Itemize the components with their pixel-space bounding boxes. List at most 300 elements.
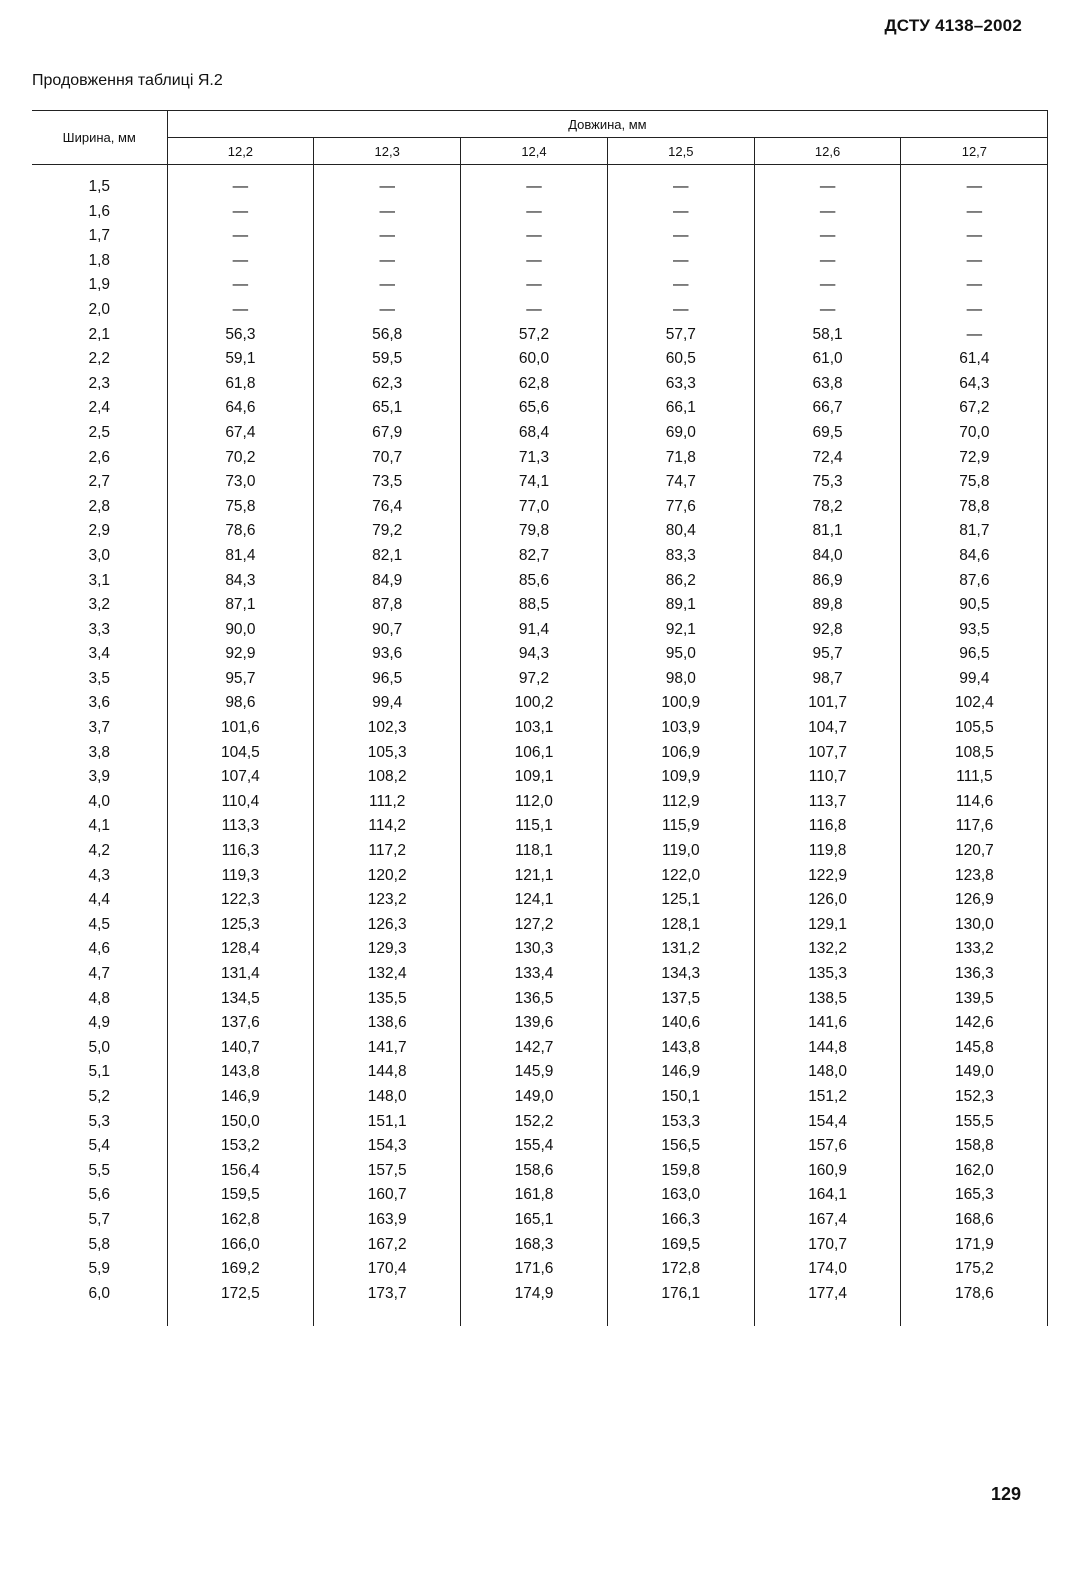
value-cell: 174,0	[754, 1257, 901, 1282]
value-cell: 142,7	[461, 1036, 608, 1061]
value-cell: 132,2	[754, 937, 901, 962]
value-cell: 77,0	[461, 495, 608, 520]
value-cell: 107,4	[167, 765, 314, 790]
empty-value-cell: —	[314, 249, 461, 274]
value-cell: 158,6	[461, 1159, 608, 1184]
table-body	[32, 165, 1048, 1327]
width-value-cell: 3,7	[32, 716, 167, 741]
value-cell: 178,6	[901, 1282, 1048, 1307]
width-value-cell: 5,9	[32, 1257, 167, 1282]
value-cell: 86,2	[607, 569, 754, 594]
value-cell: 89,8	[754, 593, 901, 618]
value-cell: 105,3	[314, 741, 461, 766]
value-cell: 151,1	[314, 1110, 461, 1135]
empty-value-cell: —	[901, 175, 1048, 200]
value-cell: 63,3	[607, 372, 754, 397]
value-cell: 59,1	[167, 347, 314, 372]
width-value-cell: 2,0	[32, 298, 167, 323]
table-row	[32, 298, 1048, 323]
value-cell: 70,0	[901, 421, 1048, 446]
value-cell: 111,2	[314, 790, 461, 815]
value-cell: 175,2	[901, 1257, 1048, 1282]
table-row	[32, 962, 1048, 987]
value-cell: 99,4	[314, 691, 461, 716]
value-cell: 72,9	[901, 446, 1048, 471]
value-cell: 109,9	[607, 765, 754, 790]
value-cell: 126,0	[754, 888, 901, 913]
value-cell: 128,1	[607, 913, 754, 938]
value-cell: 90,0	[167, 618, 314, 643]
value-cell: 91,4	[461, 618, 608, 643]
width-value-cell: 3,3	[32, 618, 167, 643]
value-cell: 70,7	[314, 446, 461, 471]
value-cell: 67,2	[901, 396, 1048, 421]
table-row	[32, 1183, 1048, 1208]
value-cell: 75,3	[754, 470, 901, 495]
length-column-header: 12,7	[901, 138, 1048, 165]
value-cell: 94,3	[461, 642, 608, 667]
value-cell: 92,8	[754, 618, 901, 643]
value-cell: 103,1	[461, 716, 608, 741]
value-cell: 66,7	[754, 396, 901, 421]
value-cell: 116,8	[754, 814, 901, 839]
value-cell: 112,0	[461, 790, 608, 815]
width-value-cell: 3,6	[32, 691, 167, 716]
table-row	[32, 1110, 1048, 1135]
value-cell: 149,0	[901, 1060, 1048, 1085]
value-cell: 97,2	[461, 667, 608, 692]
value-cell: 118,1	[461, 839, 608, 864]
empty-value-cell: —	[754, 298, 901, 323]
value-cell: 66,1	[607, 396, 754, 421]
value-cell: 110,7	[754, 765, 901, 790]
value-cell: 110,4	[167, 790, 314, 815]
value-cell: 81,1	[754, 519, 901, 544]
value-cell: 62,3	[314, 372, 461, 397]
value-cell: 98,6	[167, 691, 314, 716]
value-cell: 145,9	[461, 1060, 608, 1085]
value-cell: 120,2	[314, 864, 461, 889]
value-cell: 176,1	[607, 1282, 754, 1307]
value-cell: 162,0	[901, 1159, 1048, 1184]
value-cell: 56,3	[167, 323, 314, 348]
value-cell: 95,0	[607, 642, 754, 667]
value-cell: 73,0	[167, 470, 314, 495]
value-cell: 101,7	[754, 691, 901, 716]
table-row	[32, 1282, 1048, 1307]
width-value-cell: 1,5	[32, 175, 167, 200]
value-cell: 123,2	[314, 888, 461, 913]
value-cell: 167,4	[754, 1208, 901, 1233]
dimensions-table	[32, 110, 1048, 1326]
table-row	[32, 1134, 1048, 1159]
width-value-cell: 3,1	[32, 569, 167, 594]
table-continuation-caption: Продовження таблиці Я.2	[32, 72, 223, 89]
value-cell: 67,9	[314, 421, 461, 446]
width-value-cell: 4,5	[32, 913, 167, 938]
empty-value-cell: —	[901, 200, 1048, 225]
value-cell: 159,8	[607, 1159, 754, 1184]
value-cell: 128,4	[167, 937, 314, 962]
value-cell: 160,7	[314, 1183, 461, 1208]
table-row	[32, 642, 1048, 667]
table-row	[32, 470, 1048, 495]
width-value-cell: 5,3	[32, 1110, 167, 1135]
value-cell: 159,5	[167, 1183, 314, 1208]
length-column-header: 12,2	[167, 138, 314, 165]
value-cell: 116,3	[167, 839, 314, 864]
width-value-cell: 5,6	[32, 1183, 167, 1208]
value-cell: 131,4	[167, 962, 314, 987]
value-cell: 61,0	[754, 347, 901, 372]
value-cell: 98,7	[754, 667, 901, 692]
value-cell: 123,8	[901, 864, 1048, 889]
value-cell: 106,1	[461, 741, 608, 766]
value-cell: 59,5	[314, 347, 461, 372]
value-cell: 68,4	[461, 421, 608, 446]
table-row	[32, 937, 1048, 962]
value-cell: 114,6	[901, 790, 1048, 815]
width-value-cell: 2,4	[32, 396, 167, 421]
value-cell: 129,3	[314, 937, 461, 962]
value-cell: 122,3	[167, 888, 314, 913]
value-cell: 137,5	[607, 987, 754, 1012]
value-cell: 65,1	[314, 396, 461, 421]
empty-value-cell: —	[461, 298, 608, 323]
value-cell: 140,6	[607, 1011, 754, 1036]
value-cell: 139,5	[901, 987, 1048, 1012]
value-cell: 139,6	[461, 1011, 608, 1036]
value-cell: 85,6	[461, 569, 608, 594]
value-cell: 146,9	[167, 1085, 314, 1110]
table-row	[32, 790, 1048, 815]
value-cell: 171,9	[901, 1233, 1048, 1258]
value-cell: 150,1	[607, 1085, 754, 1110]
value-cell: 67,4	[167, 421, 314, 446]
value-cell: 99,4	[901, 667, 1048, 692]
value-cell: 141,7	[314, 1036, 461, 1061]
value-cell: 111,5	[901, 765, 1048, 790]
value-cell: 93,5	[901, 618, 1048, 643]
value-cell: 57,7	[607, 323, 754, 348]
value-cell: 113,7	[754, 790, 901, 815]
value-cell: 87,8	[314, 593, 461, 618]
value-cell: 95,7	[167, 667, 314, 692]
width-column-header: Ширина, мм	[32, 111, 167, 165]
value-cell: 148,0	[314, 1085, 461, 1110]
value-cell: 169,5	[607, 1233, 754, 1258]
value-cell: 130,3	[461, 937, 608, 962]
empty-value-cell: —	[754, 273, 901, 298]
value-cell: 84,0	[754, 544, 901, 569]
table-row	[32, 741, 1048, 766]
value-cell: 132,4	[314, 962, 461, 987]
width-value-cell: 1,7	[32, 224, 167, 249]
table-row	[32, 888, 1048, 913]
value-cell: 62,8	[461, 372, 608, 397]
value-cell: 71,3	[461, 446, 608, 471]
value-cell: 135,5	[314, 987, 461, 1012]
length-column-header: 12,4	[461, 138, 608, 165]
value-cell: 73,5	[314, 470, 461, 495]
value-cell: 154,4	[754, 1110, 901, 1135]
length-values-header-row	[32, 138, 1048, 165]
width-value-cell: 2,5	[32, 421, 167, 446]
value-cell: 146,9	[607, 1060, 754, 1085]
empty-value-cell: —	[167, 224, 314, 249]
value-cell: 112,9	[607, 790, 754, 815]
value-cell: 135,3	[754, 962, 901, 987]
value-cell: 78,2	[754, 495, 901, 520]
value-cell: 155,4	[461, 1134, 608, 1159]
value-cell: 161,8	[461, 1183, 608, 1208]
width-value-cell: 5,2	[32, 1085, 167, 1110]
value-cell: 114,2	[314, 814, 461, 839]
value-cell: 160,9	[754, 1159, 901, 1184]
value-cell: 152,3	[901, 1085, 1048, 1110]
value-cell: 65,6	[461, 396, 608, 421]
value-cell: 63,8	[754, 372, 901, 397]
width-value-cell: 5,7	[32, 1208, 167, 1233]
table-row	[32, 1233, 1048, 1258]
width-value-cell: 2,9	[32, 519, 167, 544]
value-cell: 171,6	[461, 1257, 608, 1282]
value-cell: 58,1	[754, 323, 901, 348]
value-cell: 70,2	[167, 446, 314, 471]
value-cell: 168,6	[901, 1208, 1048, 1233]
document-code: ДСТУ 4138–2002	[884, 16, 1022, 35]
value-cell: 143,8	[167, 1060, 314, 1085]
value-cell: 156,5	[607, 1134, 754, 1159]
value-cell: 107,7	[754, 741, 901, 766]
width-value-cell: 4,9	[32, 1011, 167, 1036]
empty-value-cell: —	[314, 273, 461, 298]
width-value-cell: 4,1	[32, 814, 167, 839]
empty-value-cell: —	[167, 175, 314, 200]
value-cell: 125,3	[167, 913, 314, 938]
value-cell: 69,0	[607, 421, 754, 446]
value-cell: 131,2	[607, 937, 754, 962]
value-cell: 84,6	[901, 544, 1048, 569]
table-row	[32, 421, 1048, 446]
value-cell: 104,7	[754, 716, 901, 741]
value-cell: 157,6	[754, 1134, 901, 1159]
width-value-cell: 1,8	[32, 249, 167, 274]
empty-value-cell: —	[754, 224, 901, 249]
empty-value-cell: —	[461, 224, 608, 249]
value-cell: 166,0	[167, 1233, 314, 1258]
empty-value-cell: —	[901, 224, 1048, 249]
value-cell: 102,4	[901, 691, 1048, 716]
value-cell: 84,9	[314, 569, 461, 594]
empty-value-cell: —	[167, 200, 314, 225]
value-cell: 72,4	[754, 446, 901, 471]
table-tail-row	[32, 1306, 1048, 1326]
value-cell: 151,2	[754, 1085, 901, 1110]
empty-value-cell: —	[461, 273, 608, 298]
value-cell: 153,2	[167, 1134, 314, 1159]
value-cell: 105,5	[901, 716, 1048, 741]
empty-value-cell: —	[901, 323, 1048, 348]
value-cell: 108,5	[901, 741, 1048, 766]
value-cell: 122,9	[754, 864, 901, 889]
value-cell: 158,8	[901, 1134, 1048, 1159]
value-cell: 120,7	[901, 839, 1048, 864]
empty-value-cell: —	[461, 175, 608, 200]
value-cell: 134,5	[167, 987, 314, 1012]
value-cell: 98,0	[607, 667, 754, 692]
empty-value-cell: —	[314, 224, 461, 249]
value-cell: 115,1	[461, 814, 608, 839]
value-cell: 133,2	[901, 937, 1048, 962]
value-cell: 170,4	[314, 1257, 461, 1282]
length-group-header: Довжина, мм	[167, 111, 1048, 138]
value-cell: 89,1	[607, 593, 754, 618]
empty-value-cell: —	[314, 200, 461, 225]
table-row	[32, 544, 1048, 569]
value-cell: 79,8	[461, 519, 608, 544]
value-cell: 81,4	[167, 544, 314, 569]
table-row	[32, 396, 1048, 421]
value-cell: 117,6	[901, 814, 1048, 839]
table-row	[32, 249, 1048, 274]
value-cell: 154,3	[314, 1134, 461, 1159]
value-cell: 95,7	[754, 642, 901, 667]
value-cell: 142,6	[901, 1011, 1048, 1036]
width-value-cell: 1,9	[32, 273, 167, 298]
value-cell: 119,0	[607, 839, 754, 864]
table-row	[32, 1159, 1048, 1184]
value-cell: 69,5	[754, 421, 901, 446]
empty-value-cell: —	[461, 249, 608, 274]
value-cell: 162,8	[167, 1208, 314, 1233]
value-cell: 144,8	[314, 1060, 461, 1085]
table-row	[32, 667, 1048, 692]
value-cell: 177,4	[754, 1282, 901, 1307]
value-cell: 100,9	[607, 691, 754, 716]
table-row	[32, 446, 1048, 471]
width-value-cell: 5,8	[32, 1233, 167, 1258]
value-cell: 78,8	[901, 495, 1048, 520]
value-cell: 96,5	[314, 667, 461, 692]
value-cell: 129,1	[754, 913, 901, 938]
value-cell: 84,3	[167, 569, 314, 594]
table-row	[32, 495, 1048, 520]
value-cell: 75,8	[901, 470, 1048, 495]
empty-value-cell: —	[461, 200, 608, 225]
table-row	[32, 618, 1048, 643]
table-row	[32, 224, 1048, 249]
value-cell: 173,7	[314, 1282, 461, 1307]
value-cell: 163,9	[314, 1208, 461, 1233]
value-cell: 87,1	[167, 593, 314, 618]
value-cell: 101,6	[167, 716, 314, 741]
value-cell: 165,1	[461, 1208, 608, 1233]
width-value-cell: 3,2	[32, 593, 167, 618]
value-cell: 138,6	[314, 1011, 461, 1036]
length-column-header: 12,3	[314, 138, 461, 165]
width-value-cell: 2,3	[32, 372, 167, 397]
width-value-cell: 5,1	[32, 1060, 167, 1085]
empty-value-cell: —	[901, 298, 1048, 323]
value-cell: 82,7	[461, 544, 608, 569]
value-cell: 90,7	[314, 618, 461, 643]
width-value-cell: 6,0	[32, 1282, 167, 1307]
value-cell: 127,2	[461, 913, 608, 938]
width-value-cell: 4,4	[32, 888, 167, 913]
value-cell: 86,9	[754, 569, 901, 594]
value-cell: 74,7	[607, 470, 754, 495]
table-row	[32, 1257, 1048, 1282]
value-cell: 166,3	[607, 1208, 754, 1233]
width-value-cell: 3,9	[32, 765, 167, 790]
value-cell: 126,3	[314, 913, 461, 938]
width-value-cell: 2,1	[32, 323, 167, 348]
value-cell: 164,1	[754, 1183, 901, 1208]
width-value-cell: 2,2	[32, 347, 167, 372]
value-cell: 163,0	[607, 1183, 754, 1208]
value-cell: 156,4	[167, 1159, 314, 1184]
table-row	[32, 1036, 1048, 1061]
table-row	[32, 347, 1048, 372]
value-cell: 174,9	[461, 1282, 608, 1307]
value-cell: 76,4	[314, 495, 461, 520]
table-row	[32, 987, 1048, 1012]
value-cell: 90,5	[901, 593, 1048, 618]
empty-value-cell: —	[607, 175, 754, 200]
value-cell: 74,1	[461, 470, 608, 495]
value-cell: 96,5	[901, 642, 1048, 667]
value-cell: 125,1	[607, 888, 754, 913]
value-cell: 157,5	[314, 1159, 461, 1184]
value-cell: 136,5	[461, 987, 608, 1012]
value-cell: 143,8	[607, 1036, 754, 1061]
value-cell: 117,2	[314, 839, 461, 864]
value-cell: 83,3	[607, 544, 754, 569]
table-row	[32, 200, 1048, 225]
value-cell: 150,0	[167, 1110, 314, 1135]
value-cell: 100,2	[461, 691, 608, 716]
empty-value-cell: —	[167, 298, 314, 323]
length-column-header: 12,6	[754, 138, 901, 165]
table-spacer-row	[32, 165, 1048, 176]
value-cell: 87,6	[901, 569, 1048, 594]
value-cell: 115,9	[607, 814, 754, 839]
value-cell: 140,7	[167, 1036, 314, 1061]
empty-value-cell: —	[754, 200, 901, 225]
table-row	[32, 691, 1048, 716]
width-value-cell: 3,0	[32, 544, 167, 569]
empty-value-cell: —	[607, 200, 754, 225]
width-value-cell: 4,2	[32, 839, 167, 864]
empty-value-cell: —	[607, 224, 754, 249]
value-cell: 172,8	[607, 1257, 754, 1282]
width-value-cell: 4,3	[32, 864, 167, 889]
value-cell: 155,5	[901, 1110, 1048, 1135]
value-cell: 122,0	[607, 864, 754, 889]
value-cell: 167,2	[314, 1233, 461, 1258]
table-row	[32, 765, 1048, 790]
value-cell: 80,4	[607, 519, 754, 544]
length-column-header: 12,5	[607, 138, 754, 165]
table-row	[32, 1085, 1048, 1110]
value-cell: 137,6	[167, 1011, 314, 1036]
value-cell: 108,2	[314, 765, 461, 790]
empty-value-cell: —	[314, 298, 461, 323]
empty-value-cell: —	[314, 175, 461, 200]
table-row	[32, 323, 1048, 348]
width-value-cell: 4,7	[32, 962, 167, 987]
